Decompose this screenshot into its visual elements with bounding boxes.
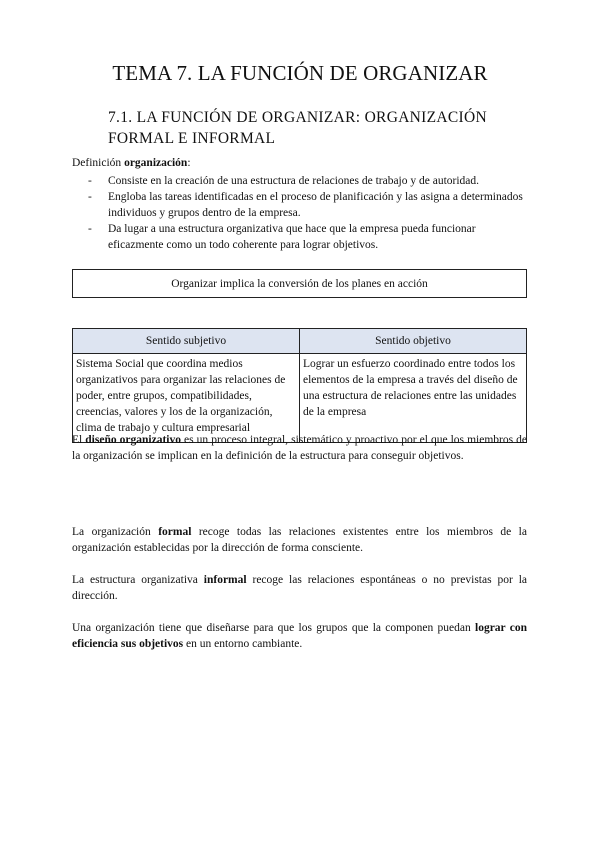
table-header-row — [73, 329, 527, 354]
paragraph-text: recoge las relaciones espontáneas o no previstas por la dirección. — [72, 574, 527, 602]
section-subtitle: 7.1. LA FUNCIÓN DE ORGANIZAR: ORGANIZACIÓN FORMAL E INFORMAL — [108, 109, 487, 147]
paragraph-formal-organization — [72, 524, 527, 556]
bullet-dash: - — [88, 175, 92, 187]
page-title: TEMA 7. LA FUNCIÓN DE ORGANIZAR — [112, 61, 488, 85]
paragraph-text: recoge todas las relaciones existentes entre los miembros de la organización establecidas por la dirección de forma consciente. — [72, 526, 527, 554]
bullet-text: Consiste en la creación de una estructura de relaciones de trabajo y de autoridad. — [108, 175, 480, 187]
paragraph-bold-term: formal — [158, 526, 192, 538]
table-cell-subjective: Sistema Social que coordina medios organizativos para organizar las relaciones de poder, entre grupos, compatibilidades, creencias, valores y los de la organización, clima de trabajo y cultura empresarial — [73, 354, 300, 443]
table-header-objective: Sentido objetivo — [300, 329, 527, 354]
highlight-box-text: Organizar implica la conversión de los planes en acción — [171, 277, 428, 290]
paragraph-organizational-design — [72, 432, 527, 464]
comparison-table — [72, 328, 527, 443]
paragraph-text: en un entorno cambiante. — [183, 638, 303, 650]
table-header-subjective: Sentido subjetivo — [73, 329, 300, 354]
list-item — [86, 173, 526, 189]
bullet-text: Engloba las tareas identificadas en el proceso de planificación y las asigna a determinados individuos y grupos dentro de la empresa. — [108, 191, 523, 219]
list-item — [86, 221, 526, 253]
paragraph-text: La organización — [72, 526, 159, 538]
paragraph-bold-term: lograr con eficiencia sus objetivos — [72, 622, 527, 650]
list-item — [86, 189, 526, 221]
paragraph-bold-term: diseño organizativo — [85, 434, 181, 446]
paragraph-text: es un proceso integral, sistemático y proactivo por el que los miembros de la organización se implican en la definición de la estructura para conseguir objetivos. — [72, 434, 527, 462]
bullet-dash: - — [88, 223, 92, 235]
paragraph-text: El — [72, 434, 86, 446]
definition-bullet-list — [86, 173, 526, 253]
definition-prefix: Definición — [72, 157, 125, 169]
bullet-text: Da lugar a una estructura organizativa que hace que la empresa pueda funcionar eficazmente como un todo coherente para lograr objetivos. — [108, 223, 476, 251]
definition-term: organización — [124, 157, 188, 169]
paragraph-design-goal — [72, 620, 527, 652]
table-cell-objective: Lograr un esfuerzo coordinado entre todos los elementos de la empresa a través del diseño de una estructura de relaciones entre las unidades de la empresa — [300, 354, 527, 443]
paragraph-informal-structure — [72, 572, 527, 604]
highlight-box — [72, 269, 527, 298]
definition-label — [72, 157, 191, 169]
paragraph-text: La estructura organizativa — [72, 574, 204, 586]
bullet-dash: - — [88, 191, 92, 203]
paragraph-bold-term: informal — [203, 574, 247, 586]
definition-suffix: : — [187, 157, 191, 169]
paragraph-text: Una organización tiene que diseñarse para que los grupos que la componen puedan — [72, 622, 475, 634]
table-row — [73, 354, 527, 443]
